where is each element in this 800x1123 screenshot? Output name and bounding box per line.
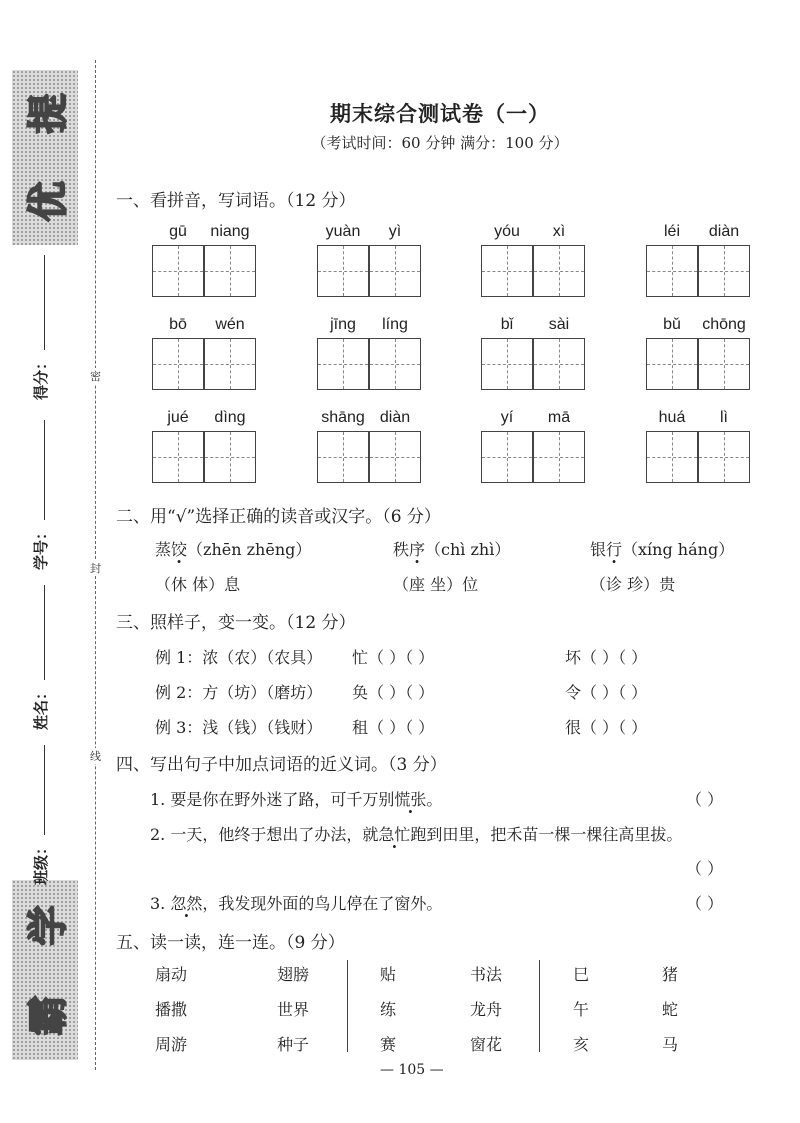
fill-blank: 忙（ ）（ ） [352,648,435,667]
class-line [44,745,45,835]
pinyin-label: xì [552,223,566,240]
match-word[interactable]: 扇动 [155,965,188,984]
writing-box[interactable] [317,245,369,297]
writing-box[interactable] [204,338,256,390]
pinyin-label: wén [215,316,245,333]
writing-box[interactable] [646,431,698,483]
seal-mark: 封 [90,562,101,575]
pinyin-label: yì [388,223,402,240]
pinyin-label: sài [548,316,570,333]
writing-box[interactable] [317,338,369,390]
class-label: 班级： [32,839,50,885]
match-word[interactable]: 猪 [662,965,679,984]
writing-box[interactable] [369,431,421,483]
name-label: 姓名： [32,684,50,730]
fill-blank: 奂（ ）（ ） [352,683,435,702]
column-divider [539,960,540,1052]
writing-box[interactable] [533,338,585,390]
writing-box[interactable] [369,338,421,390]
choice-item: 蒸饺（zhēn zhēng） [155,540,312,559]
pinyin-label: huá [658,409,686,426]
pinyin-label: léi [663,223,680,240]
writing-box[interactable] [152,245,204,297]
match-word[interactable]: 书法 [470,965,503,984]
section-5-heading: 五、读一读，连一连。（9 分） [116,933,345,953]
section-1-heading: 一、看拼音，写词语。（12 分） [116,191,356,211]
sentence-2: 2. 一天，他终于想出了办法，就急忙跑到田里，把禾苗一棵一棵往高里拔。 [150,825,683,844]
writing-box[interactable] [698,245,750,297]
section-3-heading: 三、照样子，变一变。（12 分） [116,613,356,633]
answer-blank: （ ） [686,894,724,913]
pinyin-label: chōng [702,316,746,333]
sentence-3: 3. 忽然，我发现外面的鸟儿停在了窗外。 [150,894,443,913]
pinyin-label: gū [169,223,187,240]
page-subtitle: （考试时间：60 分钟 满分：100 分） [311,134,569,152]
seal-mark: 线 [90,750,101,763]
pinyin-label: jīng [330,316,356,333]
example-text: 例 3：浅（钱）（钱财） [155,718,323,737]
pinyin-label: niang [210,223,250,240]
section-4-heading: 四、写出句子中加点词语的近义词。（3 分） [116,755,447,775]
column-divider [347,960,348,1052]
match-word[interactable]: 亥 [573,1035,590,1054]
example-text: 例 2：方（坊）（磨坊） [155,683,323,702]
match-word[interactable]: 种子 [277,1035,310,1054]
pinyin-label: diàn [379,409,411,426]
match-word[interactable]: 龙舟 [470,1000,503,1019]
match-word[interactable]: 赛 [380,1035,397,1054]
writing-box[interactable] [646,245,698,297]
writing-box[interactable] [204,431,256,483]
match-word[interactable]: 世界 [277,1000,310,1019]
match-word[interactable]: 练 [380,1000,397,1019]
pinyin-label: bǔ [663,316,681,333]
match-word[interactable]: 周游 [155,1035,188,1054]
section-2-heading: 二、用“√”选择正确的读音或汉字。（6 分） [116,507,441,527]
match-word[interactable]: 蛇 [662,1000,679,1019]
badge-char: 学 [25,905,72,945]
badge-char: 霸 [25,995,72,1035]
pinyin-label: mā [547,409,571,426]
choice-item: （休 体）息 [155,575,241,594]
match-word[interactable]: 翅膀 [277,965,310,984]
example-text: 例 1：浓（农）（农具） [155,648,323,667]
score-label: 得分： [32,354,50,400]
writing-box[interactable] [481,431,533,483]
choice-item: （诊 珍）贵 [590,575,676,594]
choice-item: 银行（xíng háng） [590,540,735,559]
pinyin-label: shāng [321,409,365,426]
writing-box[interactable] [204,245,256,297]
writing-box[interactable] [646,338,698,390]
writing-box[interactable] [152,431,204,483]
score-line [44,255,45,350]
badge-char: 优 [25,181,72,222]
writing-box[interactable] [481,245,533,297]
brand-badge-top [12,70,78,245]
fill-blank: 很（ ）（ ） [565,718,648,737]
pinyin-label: yí [500,409,514,426]
writing-box[interactable] [698,338,750,390]
writing-box[interactable] [533,431,585,483]
seal-mark: 密 [90,370,101,383]
pinyin-label: dìng [214,409,246,426]
writing-box[interactable] [533,245,585,297]
pinyin-label: yuàn [325,223,361,240]
match-word[interactable]: 巳 [573,965,590,984]
fill-blank: 租（ ）（ ） [352,718,435,737]
answer-blank: （ ） [686,859,724,878]
pinyin-label: jué [167,409,189,426]
pinyin-label: líng [382,316,408,333]
name-line [44,585,45,680]
writing-box[interactable] [317,431,369,483]
page-title: 期末综合测试卷（一） [330,101,550,126]
page-number: — 105 — [380,1062,444,1078]
writing-box[interactable] [481,338,533,390]
writing-box[interactable] [152,338,204,390]
pinyin-label: yóu [494,223,520,240]
match-word[interactable]: 午 [573,1000,590,1019]
student-id-line [44,420,45,520]
pinyin-label: diàn [708,223,740,240]
pinyin-label: bǐ [500,316,514,333]
match-word[interactable]: 贴 [380,965,397,984]
fill-blank: 令（ ）（ ） [565,683,648,702]
pinyin-label: lì [720,409,728,426]
match-word[interactable]: 马 [662,1035,679,1054]
fill-blank: 坏（ ）（ ） [565,648,648,667]
choice-item: （座 坐）位 [393,575,479,594]
match-word[interactable]: 窗花 [470,1035,503,1054]
student-id-label: 学号： [32,524,50,570]
choice-item: 秩序（chì zhì） [393,540,511,559]
sentence-1: 1. 要是你在野外迷了路，可千万别慌张。 [150,790,443,809]
pinyin-label: bō [169,316,187,333]
writing-box[interactable] [698,431,750,483]
badge-char: 提 [25,93,72,134]
writing-box[interactable] [369,245,421,297]
brand-badge-bottom [12,880,78,1060]
answer-blank: （ ） [686,790,724,809]
match-word[interactable]: 播撒 [155,1000,188,1019]
